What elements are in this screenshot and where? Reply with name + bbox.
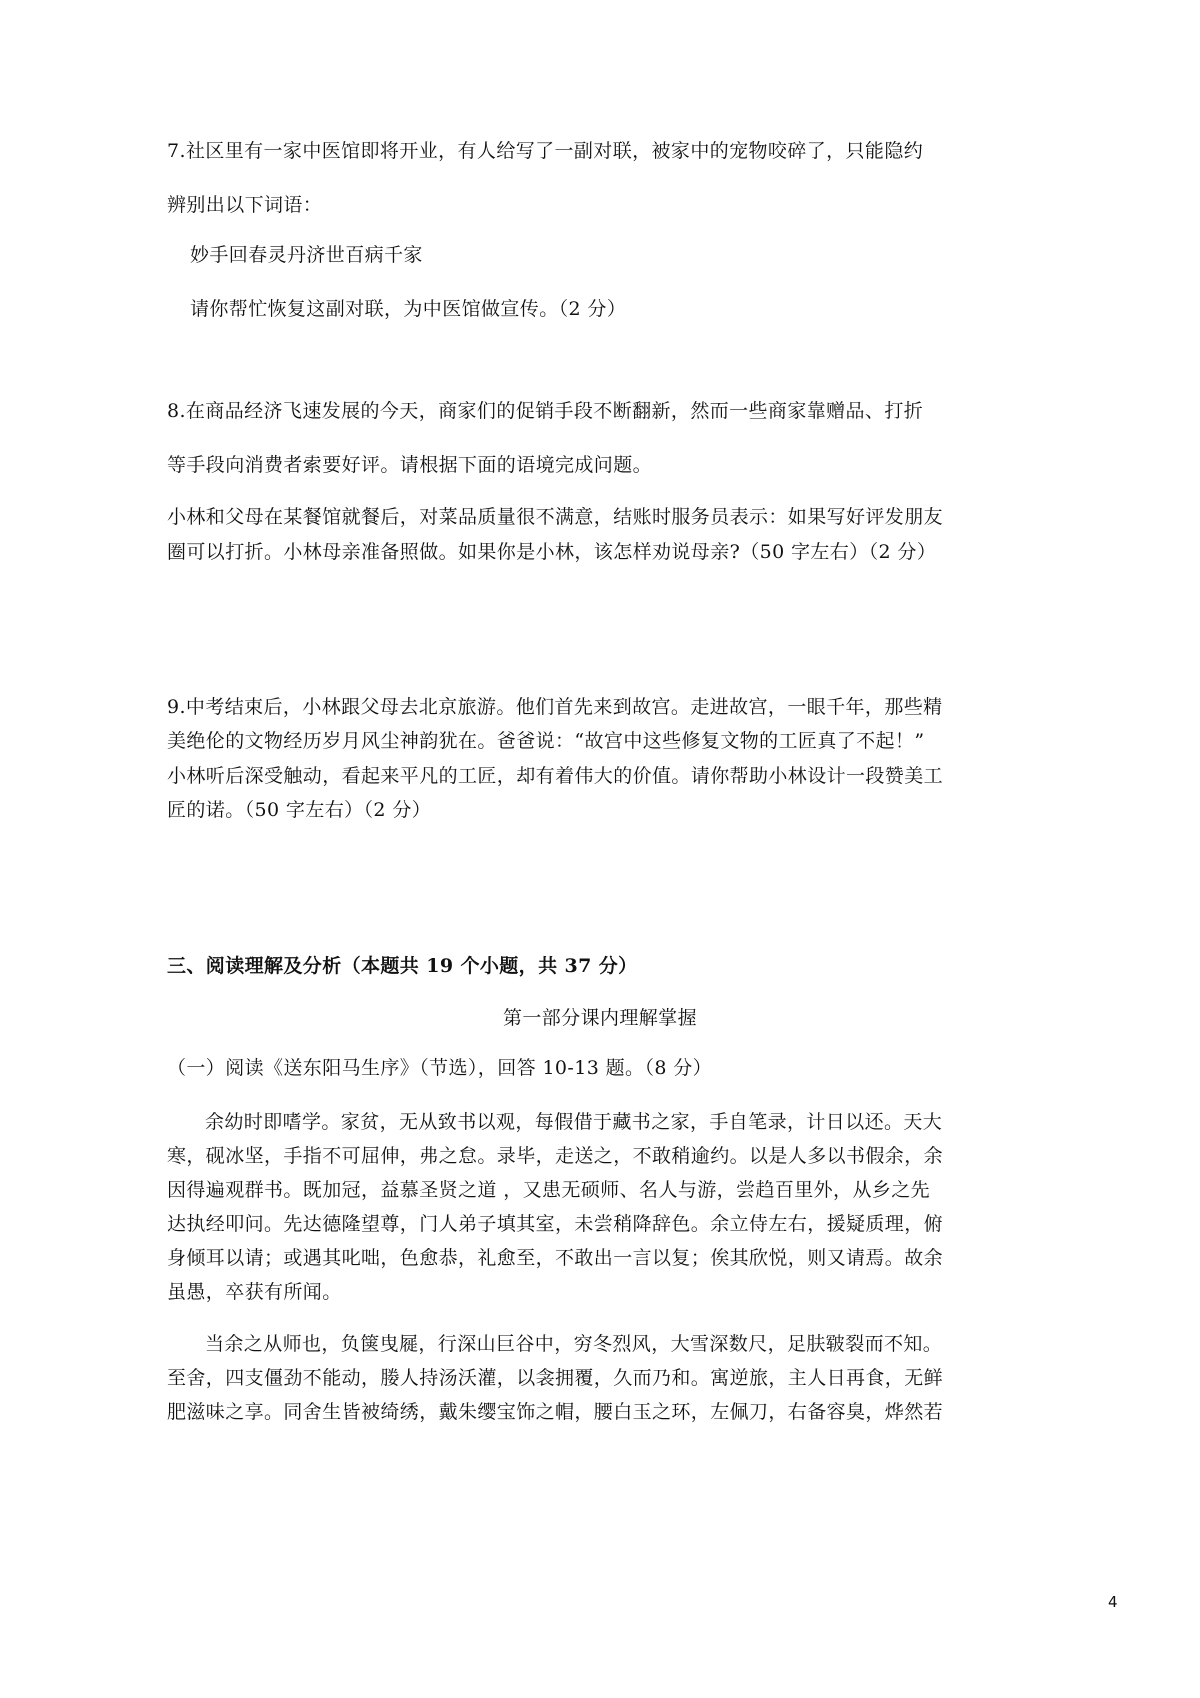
q8-line-4: 圈可以打折。小林母亲准备照做。如果你是小林，该怎样劝说母亲?（50 字左右）（2 分） [167, 541, 937, 563]
passage-p2-line: 至舍，四支僵劲不能动，媵人持汤沃灌，以衾拥覆，久而乃和。寓逆旅，主人日再食，无鲜 [167, 1367, 944, 1389]
passage-p1-line: 因得遍观群书。既加冠，益慕圣贤之道 ，又患无硕师、名人与游，尝趋百里外，从乡之先 [167, 1179, 931, 1201]
q8-line-3: 小林和父母在某餐馆就餐后，对菜品质量很不满意，结账时服务员表示：如果写好评发朋友 [167, 506, 944, 528]
q9-line-4: 匠的诺。（50 字左右）（2 分） [167, 799, 432, 821]
passage-p1-line: 寒，砚冰坚，手指不可屈伸，弗之怠。录毕，走送之，不敢稍逾约。以是人多以书假余，余 [167, 1145, 944, 1167]
page-number: 4 [1108, 1593, 1118, 1611]
q9-line-3: 小林听后深受触动，看起来平凡的工匠，却有着伟大的价值。请你帮助小林设计一段赞美工 [167, 765, 944, 787]
passage-p1-line: 余幼时即嗜学。家贫，无从致书以观，每假借于藏书之家，手自笔录，计日以还。天大 [205, 1111, 943, 1133]
passage-p1-line: 达执经叩问。先达德隆望尊，门人弟子填其室，未尝稍降辞色。余立侍左右，援疑质理，俯 [167, 1213, 944, 1235]
reading-intro: （一）阅读《送东阳马生序》（节选），回答 10-13 题。（8 分） [167, 1057, 713, 1079]
section-heading: 三、阅读理解及分析（本题共 19 个小题，共 37 分） [167, 955, 638, 977]
q7-words: 妙手回春灵丹济世百病千家 [190, 244, 423, 266]
q7-line-2: 辨别出以下词语： [167, 194, 323, 216]
q9-line-1: 9.中考结束后，小林跟父母去北京旅游。他们首先来到故宫。走进故宫，一眼千年，那些精 [167, 696, 943, 718]
passage-p2-line: 肥滋味之享。同舍生皆被绮绣，戴朱缨宝饰之帽，腰白玉之环，左佩刀，右备容臭，烨然若 [167, 1401, 944, 1423]
q7-line-1: 7.社区里有一家中医馆即将开业，有人给写了一副对联，被家中的宠物咬碎了，只能隐约 [167, 140, 924, 162]
part-title: 第一部分课内理解掌握 [502, 1007, 697, 1029]
passage-p2-line: 当余之从师也，负箧曳屣，行深山巨谷中，穷冬烈风，大雪深数尺，足肤皲裂而不知。 [205, 1333, 943, 1355]
q7-instruction: 请你帮忙恢复这副对联，为中医馆做宣传。（2 分） [190, 298, 627, 320]
passage-p1-line: 虽愚，卒获有所闻。 [167, 1281, 342, 1303]
passage-p1-line: 身倾耳以请；或遇其叱咄，色愈恭，礼愈至，不敢出一言以复；俟其欣悦，则又请焉。故余 [167, 1247, 944, 1269]
q8-line-1: 8.在商品经济飞速发展的今天，商家们的促销手段不断翻新，然而一些商家靠赠品、打折 [167, 400, 924, 422]
q9-line-2: 美绝伦的文物经历岁月风尘神韵犹在。爸爸说：“故宫中这些修复文物的工匠真了不起！” [167, 730, 925, 752]
q8-line-2: 等手段向消费者索要好评。请根据下面的语境完成问题。 [167, 454, 653, 476]
